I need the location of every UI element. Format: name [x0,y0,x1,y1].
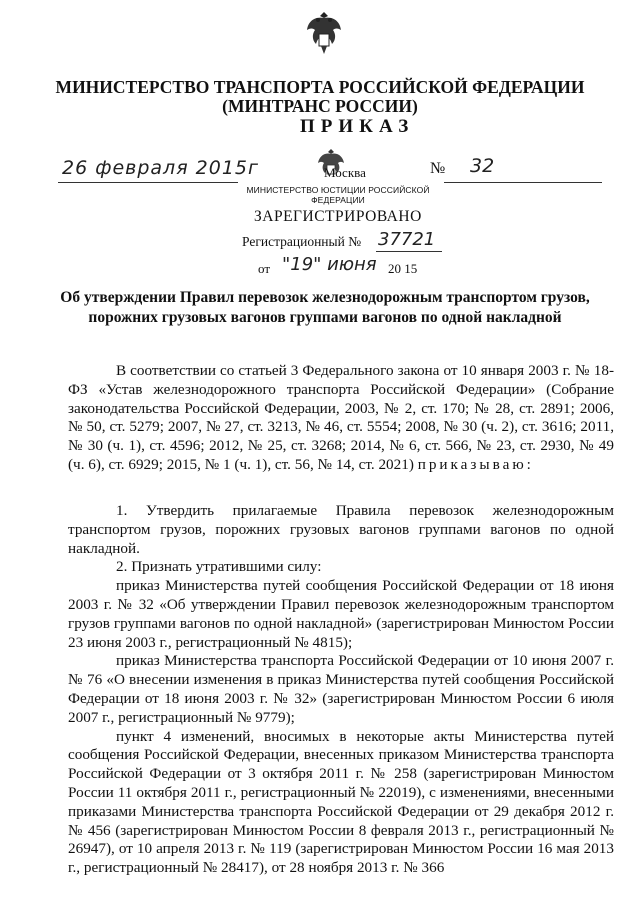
document-title-line2: порожних грузовых вагонов группами вагонов по одной накладной [88,309,562,326]
item-2c: пункт 4 изменений, вносимых в некоторые акты Министерства путей сообщения Российской Федерации, внесенных приказом Министерства транспорта Российской Федерации от 3 октября 2011 г. № 258 (зарегистрирован Минюстом России 11 октября 2011 г., регистрационный № 22019), с изменениями, внесенными приказами Министерства транспорта Российской Федерации от 29 декабря 2012 г. № 456 (зарегистрирован Минюстом России 8 февраля 2013 г., регистрационный № 26947), от 10 апреля 2013 г. № 119 (зарегистрирован Минюстом России 16 мая 2013 г., регистрационный № 28417), от 28 ноября 2013 г. № 366 [68,727,614,877]
stamp-year: 20 15 [388,261,418,276]
stamp-organization: МИНИСТЕРСТВО ЮСТИЦИИ РОССИЙСКОЙ ФЕДЕРАЦИИ [246,185,430,205]
date-underline [58,182,238,183]
order-date-handwritten: 26 февраля 2015г [62,157,260,179]
registration-stamp [228,136,448,286]
document-type: ПРИКАЗ [300,116,415,137]
item-2: 2. Признать утратившими силу: [116,558,322,576]
item-2a: приказ Министерства путей сообщения Российской Федерации от 18 июня 2003 г. № 32 «Об утверждении Правил перевозок железнодорожным транспортом грузов группами вагонов по одной накладной» (зарегистрирован Минюстом России 23 июня 2003 г., регистрационный № 4815); [68,577,614,651]
order-items [68,502,614,878]
number-underline [444,182,602,183]
item-2b: приказ Министерства транспорта Российской Федерации от 10 июня 2007 г. № 76 «О внесении изменения в приказ Министерства путей сообщения Российской Федерации от 18 июня 2003 г. № 32» (зарегистрирован Минюстом России 6 июля 2007 г., регистрационный № 9779); [68,652,614,726]
city-label: Москва [324,165,366,180]
coat-of-arms-icon [304,8,344,58]
stamp-date-handwritten: "19" июня [282,254,377,275]
item-1: 1. Утвердить прилагаемые Правила перевозок железнодорожным транспортом грузов, порожних грузовых вагонов группами вагонов по одной накладной. [68,502,614,557]
command-word: приказываю: [417,455,534,473]
ministry-name: МИНИСТЕРСТВО ТРАНСПОРТА РОССИЙСКОЙ ФЕДЕРАЦИИ [55,77,585,97]
stamp-from-label: от [258,261,271,276]
stamp-regnum-handwritten: 37721 [378,229,436,250]
order-number-handwritten: 32 [470,155,495,177]
stamp-regnum-label: Регистрационный № [242,234,362,249]
preamble-text: В соответствии со статьей 3 Федерального закона от 10 января 2003 г. № 18-ФЗ «Устав железнодорожного транспорта Российской Федерации» (Собрание законодательства Российской Федерации, 2003, № 2, ст. 170; № 28, ст. 2891; 2006, № 50, ст. 5279; 2007, № 27, ст. 3213, № 46, ст. 5554; 2008, № 30 (ч. 2), ст. 3616; 2011, № 30 (ч. 1), ст. 4596; 2012, № 25, ст. 3268; 2014, № 6, ст. 566, № 23, ст. 2930, № 49 (ч. 6), ст. 6929; 2015, № 1 (ч. 1), ст. 56, № 14, ст. 2021) [68,362,614,473]
preamble-paragraph [68,362,614,475]
stamp-registered-label: ЗАРЕГИСТРИРОВАНО [254,208,422,225]
ministry-short-name: (МИНТРАНС РОССИИ) [222,96,418,116]
stamp-regnum-underline [376,251,442,252]
document-title-line1: Об утверждении Правил перевозок железнодорожным транспортом грузов, [60,289,590,306]
number-sign: № [430,160,446,177]
